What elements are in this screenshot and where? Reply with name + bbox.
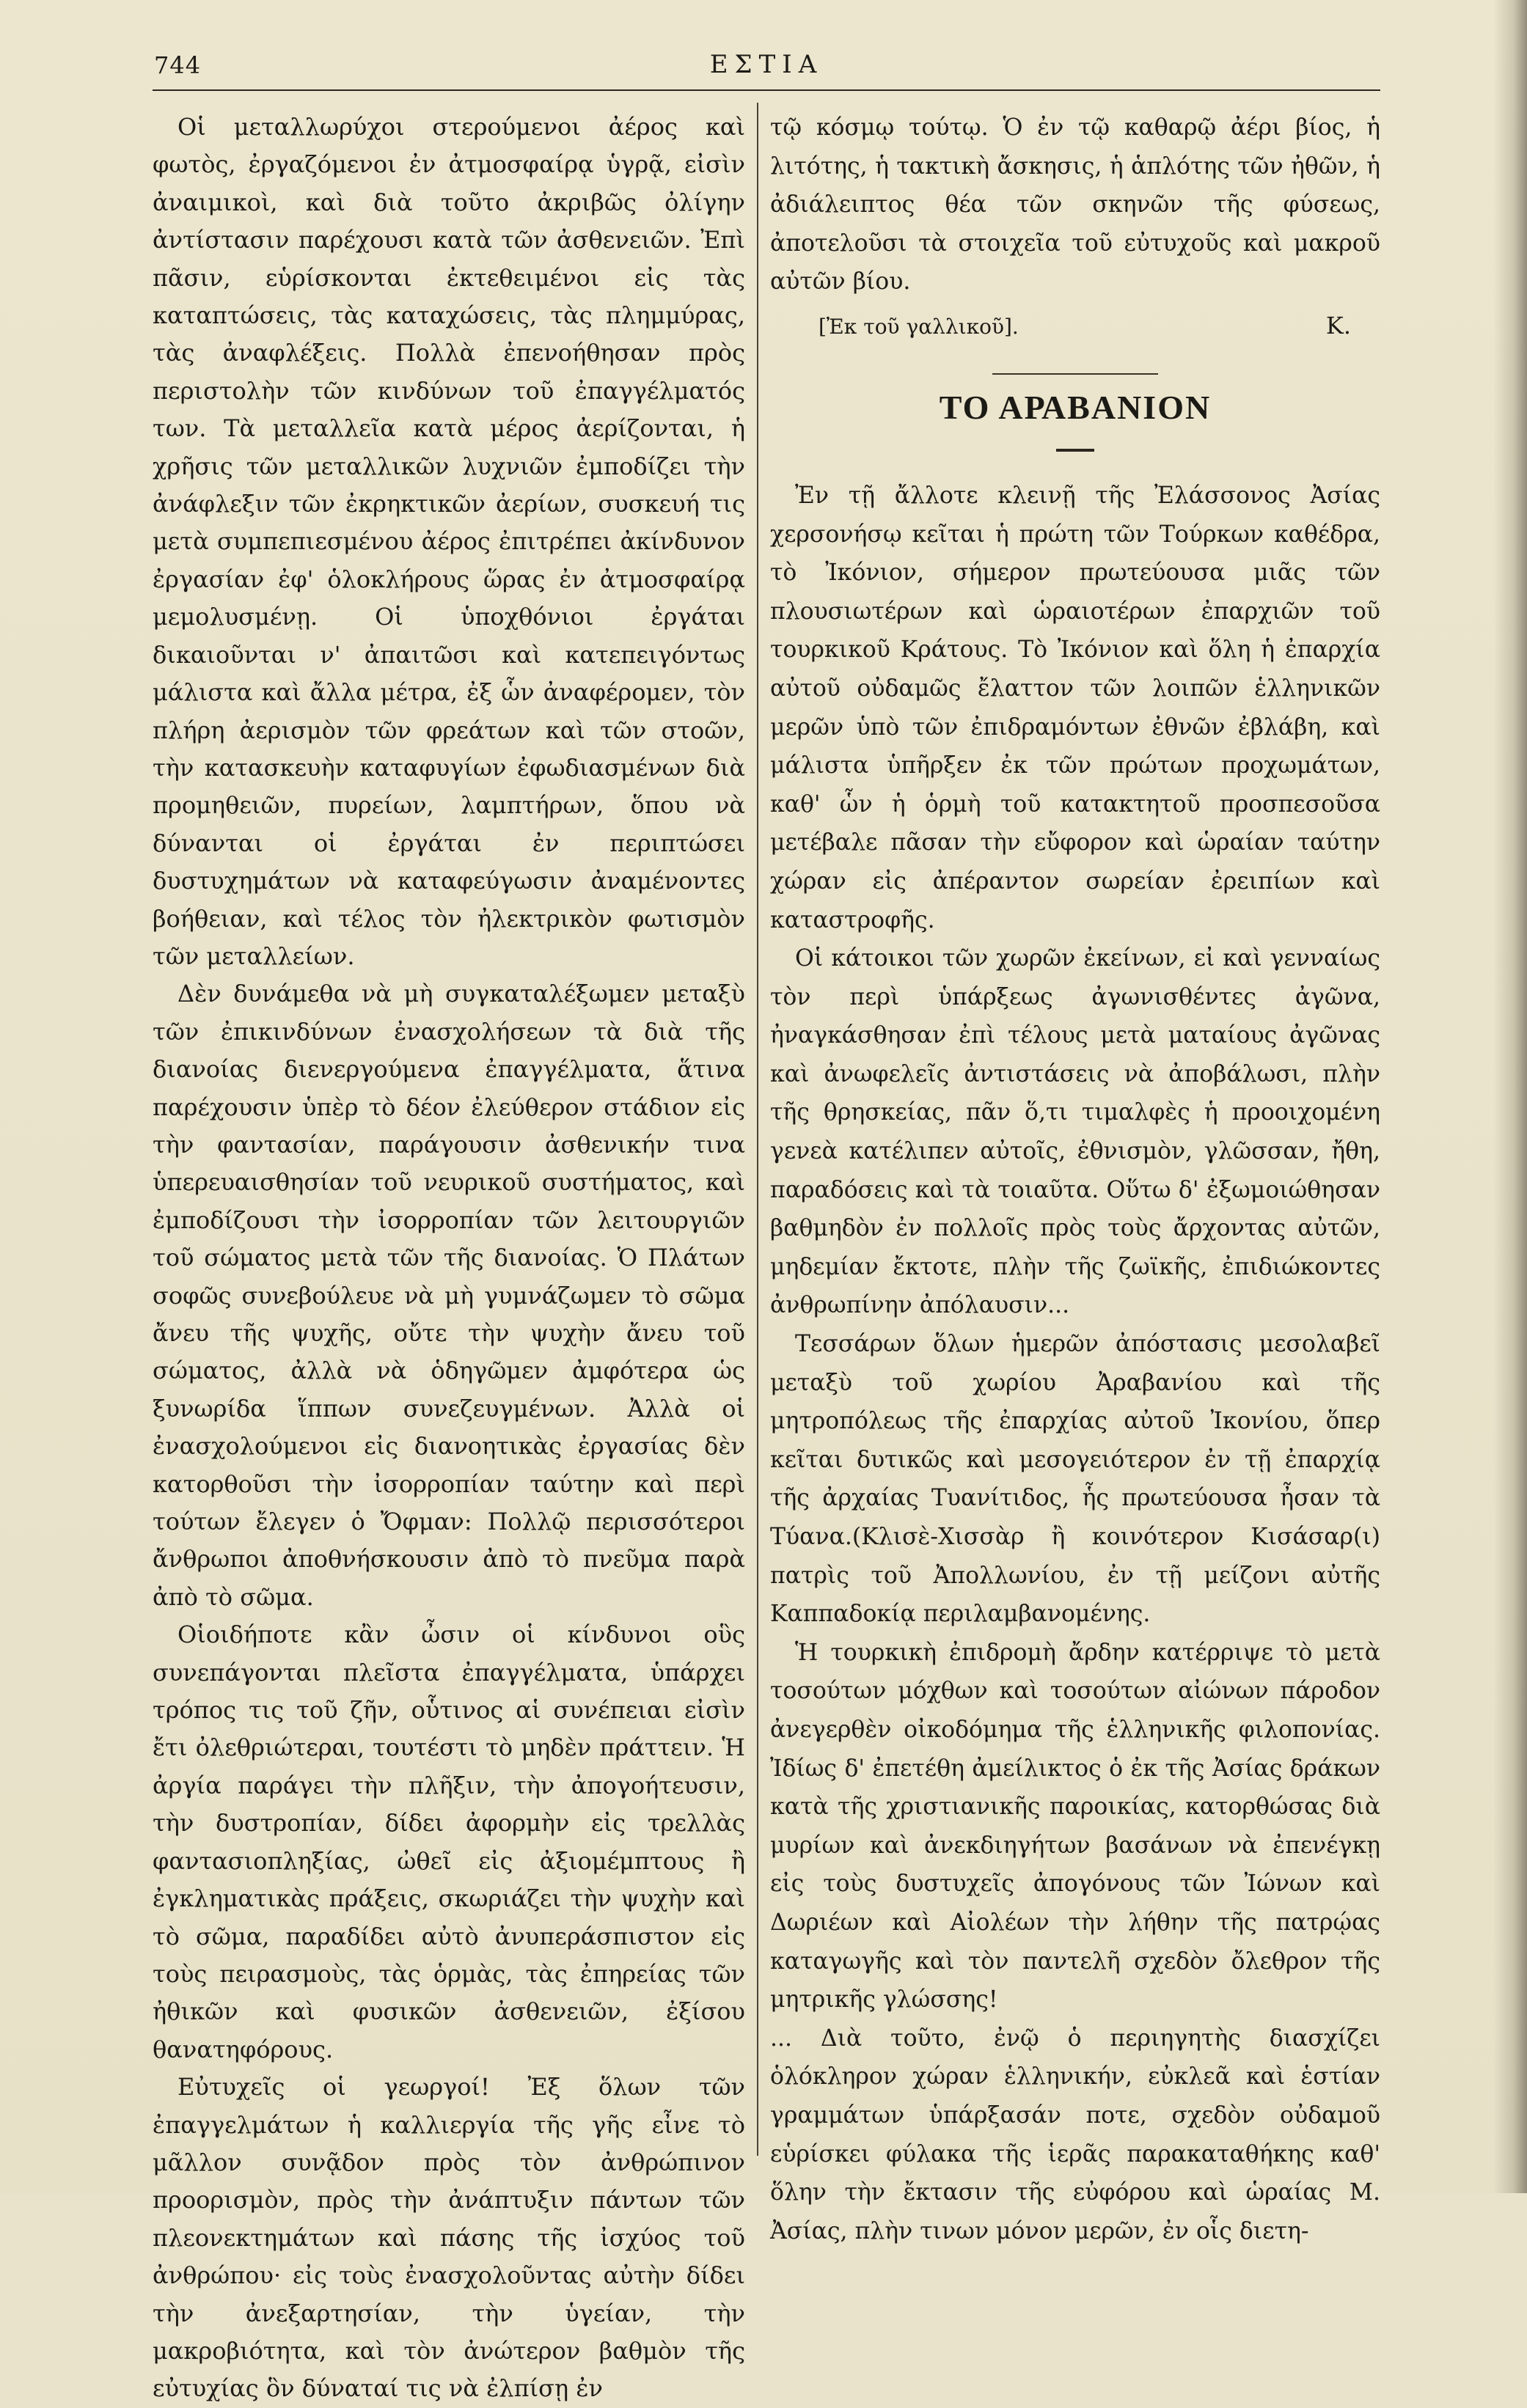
page-number: 744 bbox=[154, 51, 202, 79]
right-column bbox=[770, 109, 1380, 2250]
left-paragraph-3: Οἱοιδήποτε κἂν ὦσιν οἱ κίνδυνοι οὓς συνεπάγονται πλεῖστα ἐπαγγέλματα, ὑπάρχει τρόπος τις τοῦ ζῆν, οὗτινος αἱ συνέπειαι εἰσὶν ἔτι ὀλεθριώτεραι, τουτέστι τὸ μηδὲν πράττειν. Ἡ ἀργία παράγει τὴν πλῆξιν, τὴν ἀπογοήτευσιν, τὴν δυστροπίαν, δίδει ἀφορμὴν εἰς τρελλὰς φαντασιοπληξίας, ὠθεῖ εἰς ἀξιομέμπτους ἢ ἐγκληματικὰς πράξεις, σκωριάζει τὴν ψυχὴν καὶ τὸ σῶμα, παραδίδει αὐτὸ ἀνυπεράσπιστον εἰς τοὺς πειρασμοὺς, τὰς ὁρμὰς, τὰς ἐπηρείας τῶν ἠθικῶν καὶ φυσικῶν ἀσθενειῶν, ἐξίσου θανατηφόρους. bbox=[153, 1620, 745, 2063]
continuation-paragraph: τῷ κόσμῳ τούτῳ. Ὁ ἐν τῷ καθαρῷ ἀέρι βίος, ἡ λιτότης, ἡ τακτικὴ ἄσκησις, ἡ ἁπλότης τῶν ἠθῶν, ἡ ἀδιάλειπτος θέα τῶν σκηνῶν τῆς φύσεως, ἀποτελοῦσι τὰ στοιχεῖα τοῦ εὐτυχοῦς καὶ μακροῦ αὐτῶν βίου. bbox=[770, 114, 1380, 296]
attribution-line bbox=[770, 304, 1380, 348]
right-paragraph-1: Ἐν τῇ ἄλλοτε κλεινῇ τῆς Ἐλάσσονος Ἀσίας χερσονήσῳ κεῖται ἡ πρώτη τῶν Τούρκων καθέδρα, τὸ Ἰκόνιον, σήμερον πρωτεύουσα μιᾶς τῶν πλουσιωτέρων καὶ ὡραιοτέρων ἐπαρχιῶν τοῦ τουρκικοῦ Κράτους. Τὸ Ἰκόνιον καὶ ὅλη ἡ ἐπαρχία αὐτοῦ οὐδαμῶς ἔλαττον τῶν λοιπῶν ἑλληνικῶν μερῶν ὑπὸ τῶν ἐπιδραμόντων ἐθνῶν ἐβλάβη, καὶ μάλιστα ὑπῆρξεν ἐκ τῶν πρώτων προχωμάτων, καθ' ὧν ἡ ὁρμὴ τοῦ κατακτητοῦ προσπεσοῦσα μετέβαλε πᾶσαν τὴν εὔφορον καὶ ὡραίαν ταύτην χώραν εἰς ἀπέραντον σωρείαν ἐρειπίων καὶ καταστροφῆς. bbox=[770, 482, 1380, 933]
attribution-source: [Ἐκ τοῦ γαλλικοῦ]. bbox=[819, 314, 1019, 339]
title-rule bbox=[1056, 449, 1094, 452]
header-rule bbox=[153, 89, 1380, 91]
article-title: ΤΟ ΑΡΑΒΑΝΙΟΝ bbox=[939, 388, 1212, 426]
binding-edge-shadow bbox=[1493, 0, 1527, 2193]
section-rule bbox=[992, 373, 1158, 375]
journal-title: ΕΣΤΙΑ bbox=[709, 50, 824, 79]
column-divider bbox=[757, 103, 758, 2156]
left-paragraph-4: Εὐτυχεῖς οἱ γεωργοί! Ἐξ ὅλων τῶν ἐπαγγελμάτων ἡ καλλιεργία τῆς γῆς εἶνε τὸ μᾶλλον συνᾷδον πρὸς τὸν ἀνθρώπινον προορισμὸν, πρὸς τὴν ἀνάπτυξιν πάντων τῶν πλεονεκτημάτων καὶ πάσης τῆς ἰσχύος τοῦ ἀνθρώπου· εἰς τοὺς ἐνασχολοῦντας αὐτὴν δίδει τὴν ἀνεξαρτησίαν, τὴν ὑγείαν, τὴν μακροβιότητα, καὶ τὸν ἀνώτερον βαθμὸν τῆς εὐτυχίας ὃν δύναταί τις νὰ ἐλπίσῃ ἐν bbox=[153, 2073, 745, 2403]
right-paragraph-2: Οἱ κάτοικοι τῶν χωρῶν ἐκείνων, εἰ καὶ γενναίως τὸν περὶ ὑπάρξεως ἀγωνισθέντες ἀγῶνα, ἠναγκάσθησαν ἐπὶ τέλους μετὰ ματαίους ἀγῶνας καὶ ἀνωφελεῖς ἀντιστάσεις νὰ ἀποβάλωσι, πλὴν τῆς θρησκείας, πᾶν ὅ,τι τιμαλφὲς ἡ προοιχομένη γενεὰ κατέλιπεν αὐτοῖς, ἐθνισμὸν, γλῶσσαν, ἤθη, παραδόσεις καὶ τὰ τοιαῦτα. Οὕτω δ' ἐξωμοιώθησαν βαθμηδὸν ἐν πολλοῖς πρὸς τοὺς ἄρχοντας αὐτῶν, μηδεμίαν ἔκτοτε, πλὴν τῆς ζωϊκῆς, ἐπιδιώκοντες ἀνθρωπίνην ἀπόλαυσιν... bbox=[770, 945, 1380, 1319]
right-paragraph-5: ... Διὰ τοῦτο, ἐνῷ ὁ περιηγητὴς διασχίζει ὁλόκληρον χώραν ἑλληνικήν, εὐκλεᾶ καὶ ἑστίαν γραμμάτων ὑπάρξασάν ποτε, σχεδὸν οὐδαμοῦ εὑρίσκει φύλακα τῆς ἱερᾶς παρακαταθήκης καθ' ὅλην τὴν ἔκτασιν τῆς εὐφόρου καὶ ὡραίας Μ. Ἀσίας, πλὴν τινων μόνον μερῶν, ἐν οἷς διετη- bbox=[770, 2025, 1380, 2244]
attribution-author: Κ. bbox=[1325, 311, 1351, 339]
right-paragraph-4: Ἡ τουρκικὴ ἐπιδρομὴ ἄρδην κατέρριψε τὸ μετὰ τοσούτων μόχθων καὶ τοσούτων αἰώνων πάροδον ἀνεγερθὲν οἰκοδόμημα τῆς ἑλληνικῆς φιλοπονίας. Ἰδίως δ' ἐπετέθη ἀμείλικτος ὁ ἐκ τῆς Ἀσίας δράκων κατὰ τῆς χριστιανικῆς παροικίας, κατορθώσας διὰ μυρίων καὶ ἀνεκδιηγήτων βασάνων νὰ ἐπενέγκῃ εἰς τοὺς δυστυχεῖς ἀπογόνους τῶν Ἰώνων καὶ Δωριέων καὶ Αἰολέων τὴν λήθην τῆς πατρῴας καταγωγῆς καὶ τὸν παντελῆ σχεδὸν ὄλεθρον τῆς μητρικῆς γλώσσης! bbox=[770, 1639, 1380, 2014]
left-column bbox=[153, 109, 745, 2408]
left-paragraph-1: Οἱ μεταλλωρύχοι στερούμενοι ἀέρος καὶ φωτὸς, ἐργαζόμενοι ἐν ἀτμοσφαίρᾳ ὑγρᾷ, εἰσὶν ἀναιμικοὶ, καὶ διὰ τοῦτο ἀκριβῶς ὀλίγην ἀντίστασιν παρέχουσι κατὰ τῶν ἀσθενειῶν. Ἐπὶ πᾶσιν, εὑρίσκονται ἐκτεθειμένοι εἰς τὰς καταπτώσεις, τὰς καταχώσεις, τὰς πλημμύρας, τὰς ἀναφλέξεις. Πολλὰ ἐπενοήθησαν πρὸς περιστολὴν τῶν κινδύνων τοῦ ἐπαγγέλματός των. Τὰ μεταλλεῖα κατὰ μέρος ἀερίζονται, ἡ χρῆσις τῶν μεταλλικῶν λυχνιῶν ἐμποδίζει τὴν ἀνάφλεξιν τῶν ἐκρηκτικῶν ἀερίων, συσκευή τις μετὰ συμπεπιεσμένου ἀέρος ἐπιτρέπει ἀκίνδυνον ἐργασίαν ἐφ' ὁλοκλήρους ὥρας ἐν ἀτμοσφαίρᾳ μεμολυσμένῃ. Οἱ ὑποχθόνιοι ἐργάται δικαιοῦνται ν' ἀπαιτῶσι καὶ κατεπειγόντως μάλιστα καὶ ἄλλα μέτρα, ἐξ ὧν ἀναφέρομεν, τὸν πλήρη ἀερισμὸν τῶν φρεάτων καὶ τῶν στοῶν, τὴν κατασκευὴν καταφυγίων ἐφωδιασμένων διὰ προμηθειῶν, πυρείων, λαμπτήρων, ὅπου νὰ δύνανται οἱ ἐργάται ἐν περιπτώσει δυστυχημάτων νὰ καταφεύγωσιν ἀναμένοντες βοήθειαν, καὶ τέλος τὸν ἠλεκτρικὸν φωτισμὸν τῶν μεταλλείων. bbox=[153, 113, 745, 970]
left-paragraph-2: Δὲν δυνάμεθα νὰ μὴ συγκαταλέξωμεν μεταξὺ τῶν ἐπικινδύνων ἐνασχολήσεων τὰ διὰ τῆς διανοίας διενεργούμενα ἐπαγγέλματα, ἅτινα παρέχουσιν ὑπὲρ τὸ δέον ἐλεύθερον στάδιον εἰς τὴν φαντασίαν, παράγουσιν ἀσθενικήν τινα ὑπερευαισθησίαν τοῦ νευρικοῦ συστήματος, καὶ ἐμποδίζουσι τὴν ἰσορροπίαν τῶν λειτουργιῶν τοῦ σώματος μετὰ τῶν τῆς διανοίας. Ὁ Πλάτων σοφῶς συνεβούλευε νὰ μὴ γυμνάζωμεν τὸ σῶμα ἄνευ τῆς ψυχῆς, οὔτε τὴν ψυχὴν ἄνευ τοῦ σώματος, ἀλλὰ νὰ ὁδηγῶμεν ἀμφότερα ὡς ξυνωρίδα ἵππων συνεζευγμένων. Ἀλλὰ οἱ ἐνασχολούμενοι εἰς διανοητικὰς ἐργασίας δὲν κατορθοῦσι τὴν ἰσορροπίαν ταύτην καὶ περὶ τούτων ἔλεγεν ὁ Ὄφμαν: Πολλῷ περισσότεροι ἄνθρωποι ἀποθνήσκουσιν ἀπὸ τὸ πνεῦμα παρὰ ἀπὸ τὸ σῶμα. bbox=[153, 980, 745, 1611]
right-paragraph-3: Τεσσάρων ὅλων ἡμερῶν ἀπόστασις μεσολαβεῖ μεταξὺ τοῦ χωρίου Ἀραβανίου καὶ τῆς μητροπόλεως τῆς ἐπαρχίας αὐτοῦ Ἰκονίου, ὅπερ κεῖται δυτικῶς καὶ μεσογειότερον ἐν τῇ ἐπαρχίᾳ τῆς ἀρχαίας Τυανίτιδος, ἧς πρωτεύουσα ἦσαν τὰ Τύανα.(Κλισὲ-Χισσὰρ ἢ κοινότερον Κισάσαρ(ι) πατρὶς τοῦ Ἀπολλωνίου, ἐν τῇ μείζονι αὐτῆς Καππαδοκίᾳ περιλαμβανομένης. bbox=[770, 1331, 1380, 1628]
running-head bbox=[154, 45, 1379, 89]
